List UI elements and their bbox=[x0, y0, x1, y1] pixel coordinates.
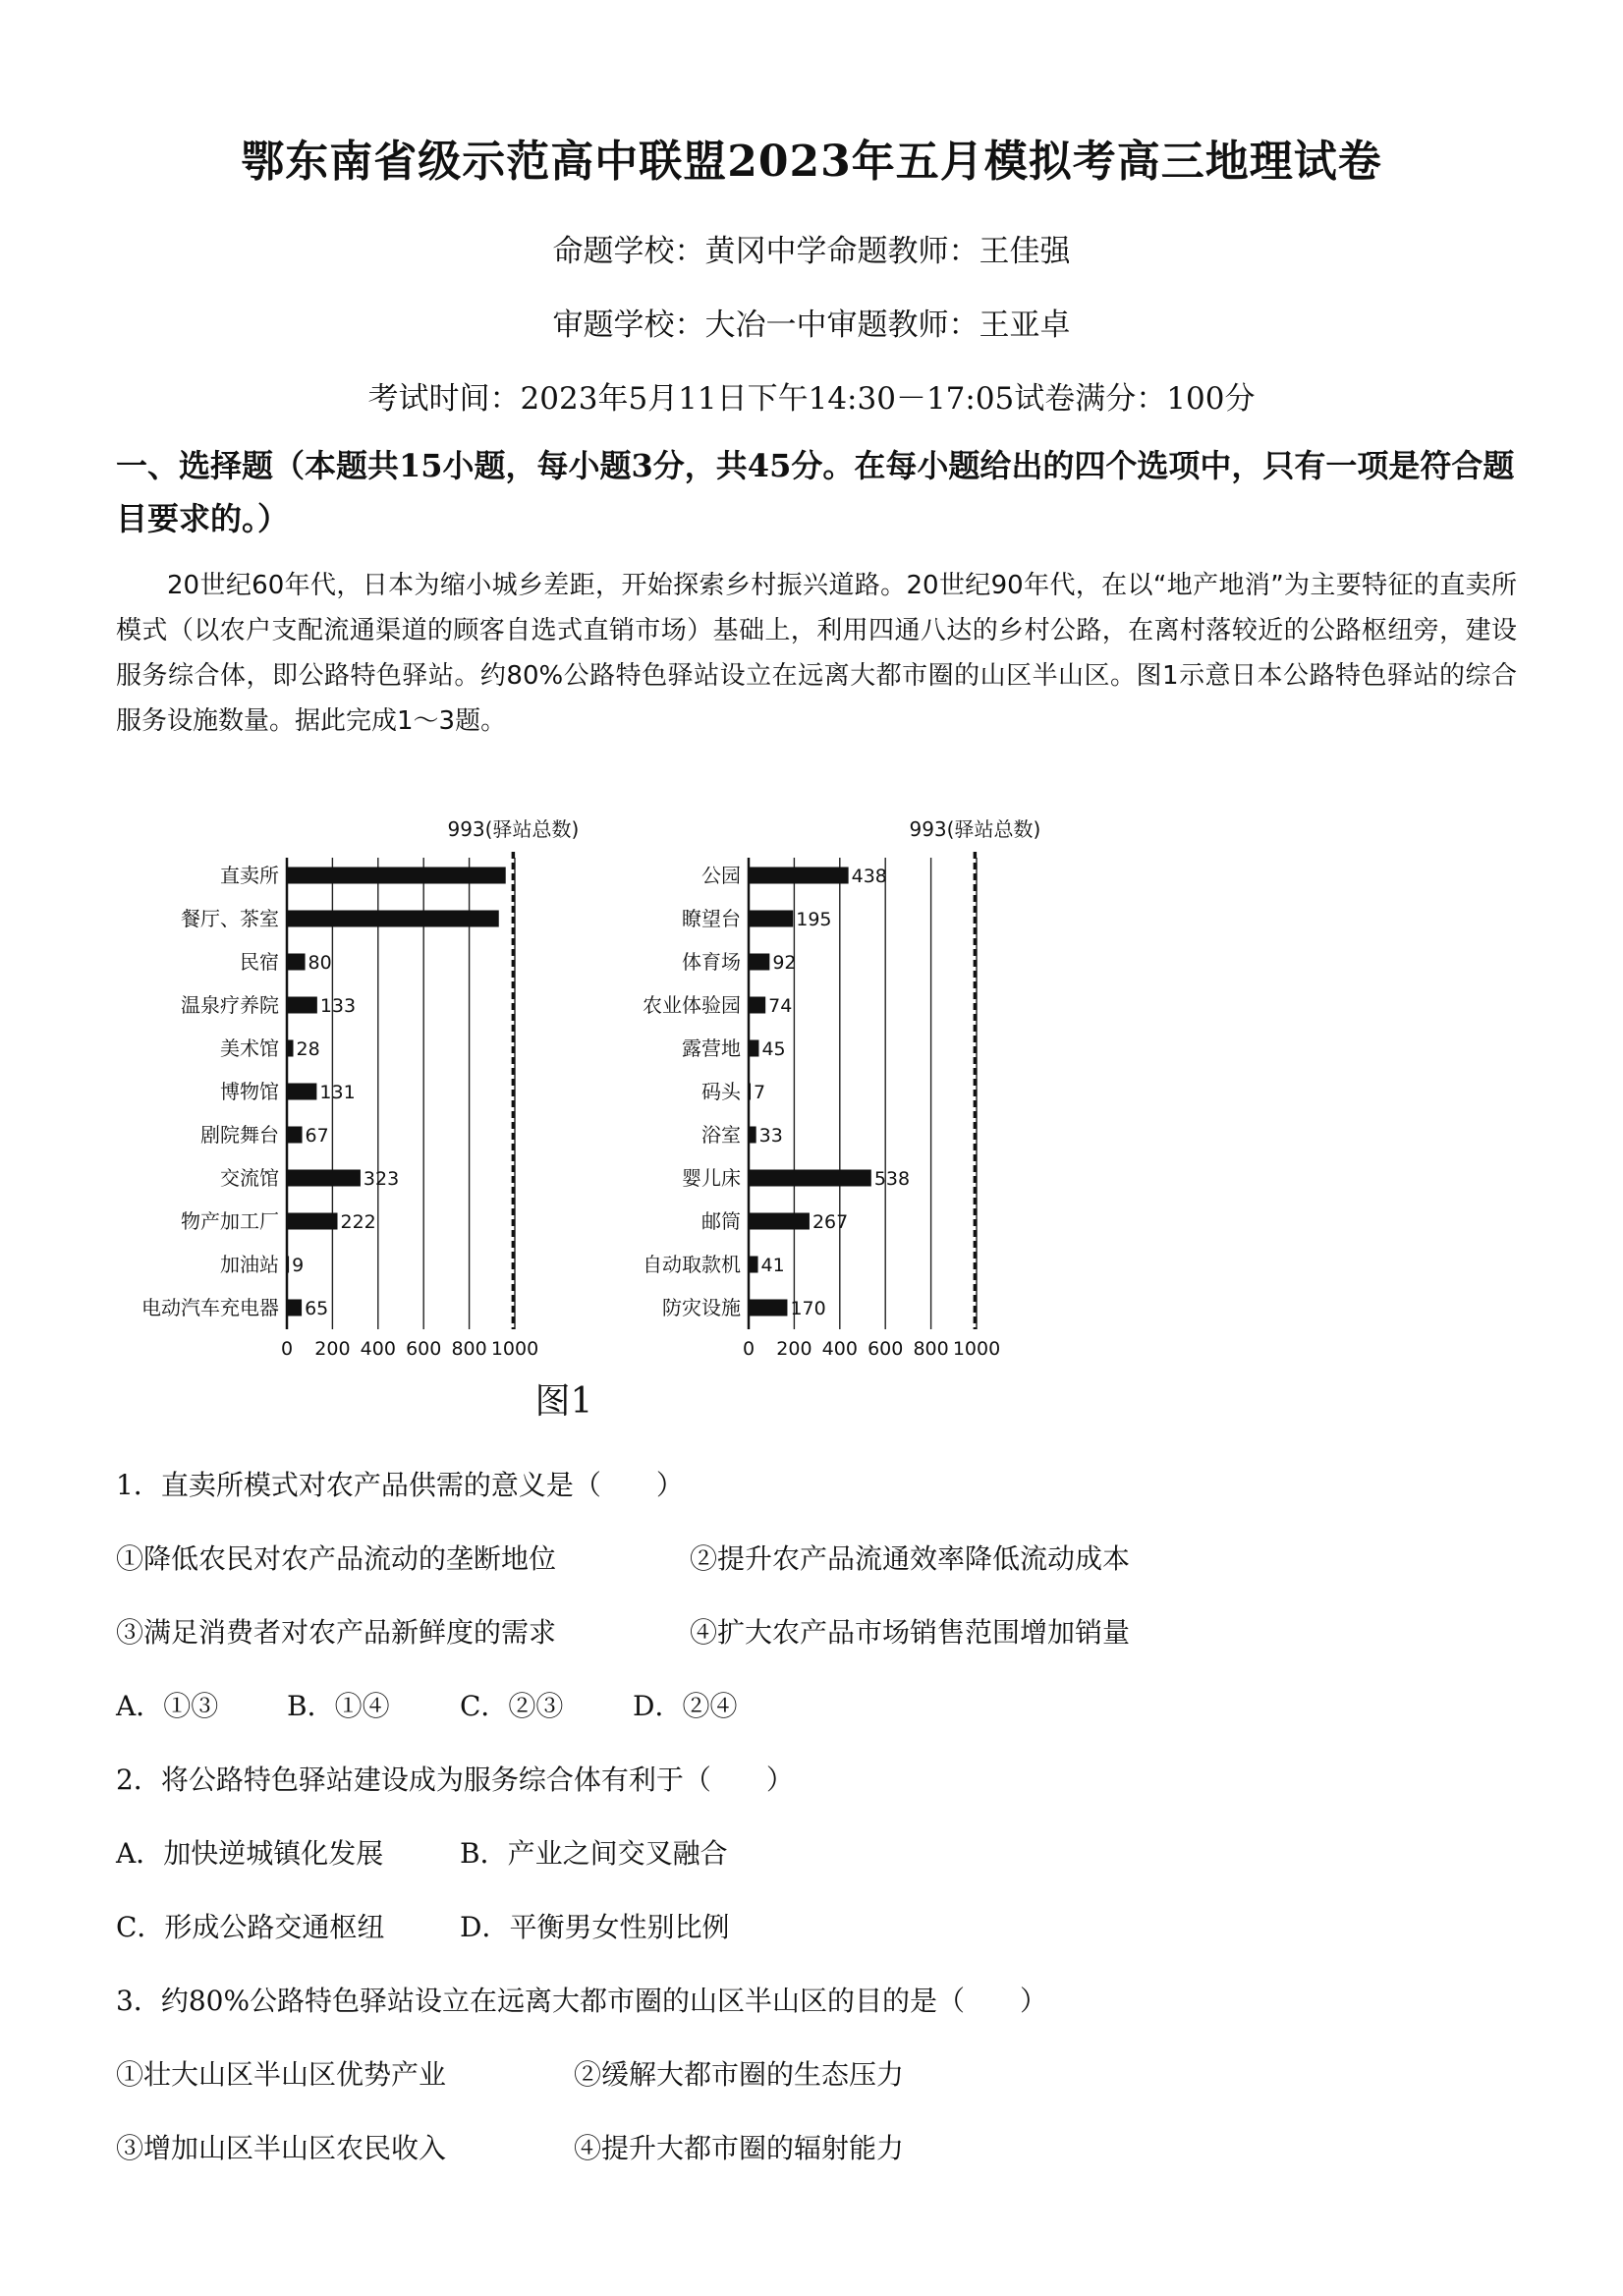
question-1-option-b: B．①④ bbox=[287, 1690, 390, 1722]
question-1-statement-1: ①降低农民对农产品流动的垄断地位 bbox=[116, 1542, 557, 1575]
data-label: 7 bbox=[754, 1082, 766, 1103]
question-1-statement-2: ②提升农产品流通效率降低流动成本 bbox=[690, 1542, 1131, 1575]
x-tick-label: 0 bbox=[280, 1338, 294, 1360]
question-1-statement-4: ④扩大农产品市场销售范围增加销量 bbox=[690, 1616, 1131, 1649]
figure-caption: 图1 bbox=[534, 1381, 593, 1422]
x-tick-label: 600 bbox=[867, 1338, 904, 1360]
category-label: 自动取款机 bbox=[643, 1253, 741, 1276]
data-label: 131 bbox=[319, 1082, 356, 1103]
bar bbox=[287, 1300, 302, 1316]
bar bbox=[287, 868, 506, 884]
data-label: 9 bbox=[292, 1255, 305, 1276]
category-label: 防灾设施 bbox=[662, 1296, 741, 1319]
x-tick-label: 600 bbox=[406, 1338, 442, 1360]
x-tick-label: 1000 bbox=[952, 1338, 1001, 1360]
data-label: 80 bbox=[308, 952, 332, 974]
chart-title: 993(驿站总数) bbox=[447, 817, 580, 841]
data-label: 92 bbox=[772, 952, 797, 974]
category-label: 体育场 bbox=[682, 950, 741, 974]
data-label: 65 bbox=[305, 1298, 329, 1319]
x-tick-label: 200 bbox=[314, 1338, 351, 1360]
question-1-option-a: A．①③ bbox=[116, 1690, 219, 1722]
question-1-stem: 1．直卖所模式对农产品供需的意义是（ ） bbox=[116, 1469, 684, 1501]
category-label: 邮筒 bbox=[701, 1209, 741, 1233]
bar bbox=[287, 1084, 316, 1100]
category-label: 浴室 bbox=[701, 1123, 741, 1147]
data-label: 45 bbox=[761, 1038, 786, 1060]
x-tick-label: 800 bbox=[913, 1338, 949, 1360]
bar bbox=[749, 1127, 756, 1144]
question-2-option-a: A．加快逆城镇化发展 bbox=[116, 1837, 384, 1870]
data-label: 67 bbox=[305, 1125, 329, 1147]
chart-left-container bbox=[108, 811, 580, 1361]
data-label: 538 bbox=[873, 1168, 911, 1190]
data-label: 267 bbox=[812, 1211, 849, 1233]
data-label: 438 bbox=[851, 866, 887, 887]
data-label: 222 bbox=[340, 1211, 376, 1233]
bar bbox=[287, 1257, 289, 1273]
data-label: 74 bbox=[768, 995, 793, 1017]
bar bbox=[749, 1300, 787, 1316]
question-1-option-c: C．②③ bbox=[460, 1690, 564, 1722]
category-label: 瞭望台 bbox=[682, 907, 741, 930]
chart-left bbox=[108, 811, 580, 1361]
category-label: 餐厅、茶室 bbox=[181, 907, 279, 930]
question-2-option-b: B．产业之间交叉融合 bbox=[460, 1837, 728, 1870]
data-label: 133 bbox=[319, 995, 357, 1017]
category-label: 温泉疗养院 bbox=[181, 993, 279, 1017]
category-label: 电动汽车充电器 bbox=[141, 1296, 279, 1319]
x-tick-label: 800 bbox=[451, 1338, 487, 1360]
bar bbox=[749, 1084, 751, 1100]
bar bbox=[749, 911, 793, 927]
category-label: 直卖所 bbox=[220, 864, 279, 887]
bar bbox=[287, 1127, 303, 1144]
bar bbox=[287, 1213, 338, 1230]
question-3-statement-2: ②缓解大都市圈的生态压力 bbox=[574, 2058, 905, 2091]
reviewer-line: 审题学校：大冶一中审题教师：王亚卓 bbox=[552, 308, 1071, 343]
bar bbox=[749, 1040, 758, 1057]
chart-right bbox=[589, 811, 1041, 1361]
bar bbox=[749, 1213, 810, 1230]
x-tick-label: 1000 bbox=[490, 1338, 539, 1360]
question-2-option-d: D．平衡男女性别比例 bbox=[460, 1911, 730, 1943]
data-label: 323 bbox=[363, 1168, 400, 1190]
data-label: 170 bbox=[790, 1298, 826, 1319]
setter-line: 命题学校：黄冈中学命题教师：王佳强 bbox=[552, 234, 1071, 269]
bar bbox=[287, 1040, 293, 1057]
bar bbox=[287, 997, 317, 1014]
question-1-statement-3: ③满足消费者对农产品新鲜度的需求 bbox=[116, 1616, 557, 1649]
category-label: 加油站 bbox=[220, 1253, 279, 1276]
category-label: 公园 bbox=[701, 864, 741, 887]
intro-paragraph: 20世纪60年代，日本为缩小城乡差距，开始探索乡村振兴道路。20世纪90年代，在以“地产地消”为主要特征的直卖所模式（以农户支配流通渠道的顾客自选式直销市场）基础上，利用四通八达的乡村公路，在离村落较近的公路枢纽旁，建设服务综合体，即公路特色驿站。约80%公路特色驿站设立在远离大都市圈的山区半山区。图1示意日本公路特色驿站的综合服务设施数量。据此完成1～3题。 bbox=[116, 571, 1517, 736]
chart-right-container bbox=[589, 811, 1041, 1361]
category-label: 码头 bbox=[701, 1080, 741, 1103]
x-tick-label: 200 bbox=[776, 1338, 812, 1360]
category-label: 婴儿床 bbox=[682, 1166, 741, 1190]
category-label: 博物馆 bbox=[220, 1080, 279, 1103]
category-label: 交流馆 bbox=[220, 1166, 279, 1190]
section-heading: 一、选择题（本题共15小题，每小题3分，共45分。在每小题给出的四个选项中，只有一项是符合题目要求的。） bbox=[116, 447, 1515, 537]
data-label: 33 bbox=[758, 1125, 783, 1147]
x-tick-label: 0 bbox=[742, 1338, 756, 1360]
data-label: 41 bbox=[760, 1255, 785, 1276]
question-3-statement-1: ①壮大山区半山区优势产业 bbox=[116, 2058, 447, 2091]
category-label: 露营地 bbox=[682, 1036, 741, 1060]
bar bbox=[287, 954, 306, 971]
exam-title: 鄂东南省级示范高中联盟2023年五月模拟考高三地理试卷 bbox=[241, 137, 1382, 187]
question-1-option-d: D．②④ bbox=[633, 1690, 738, 1722]
bar bbox=[287, 1170, 361, 1187]
bar bbox=[749, 954, 769, 971]
bar bbox=[749, 868, 849, 884]
question-2-stem: 2．将公路特色驿站建设成为服务综合体有利于（ ） bbox=[116, 1764, 794, 1796]
question-3-statement-3: ③增加山区半山区农民收入 bbox=[116, 2132, 447, 2164]
category-label: 物产加工厂 bbox=[181, 1209, 279, 1233]
category-label: 农业体验园 bbox=[643, 993, 741, 1017]
exam-time-line: 考试时间：2023年5月11日下午14:30－17:05试卷满分：100分 bbox=[367, 381, 1256, 417]
chart-title: 993(驿站总数) bbox=[909, 817, 1041, 841]
question-3-statement-4: ④提升大都市圈的辐射能力 bbox=[574, 2132, 905, 2164]
category-label: 民宿 bbox=[240, 950, 279, 974]
data-label: 195 bbox=[796, 909, 832, 930]
x-tick-label: 400 bbox=[821, 1338, 858, 1360]
bar bbox=[749, 997, 765, 1014]
category-label: 美术馆 bbox=[220, 1036, 279, 1060]
question-3-stem: 3．约80%公路特色驿站设立在远离大都市圈的山区半山区的目的是（ ） bbox=[116, 1985, 1048, 2017]
bar bbox=[287, 911, 499, 927]
bar bbox=[749, 1170, 871, 1187]
bar bbox=[749, 1257, 758, 1273]
question-2-option-c: C．形成公路交通枢纽 bbox=[116, 1911, 385, 1943]
x-tick-label: 400 bbox=[360, 1338, 396, 1360]
category-label: 剧院舞台 bbox=[200, 1123, 279, 1147]
data-label: 28 bbox=[296, 1038, 320, 1060]
